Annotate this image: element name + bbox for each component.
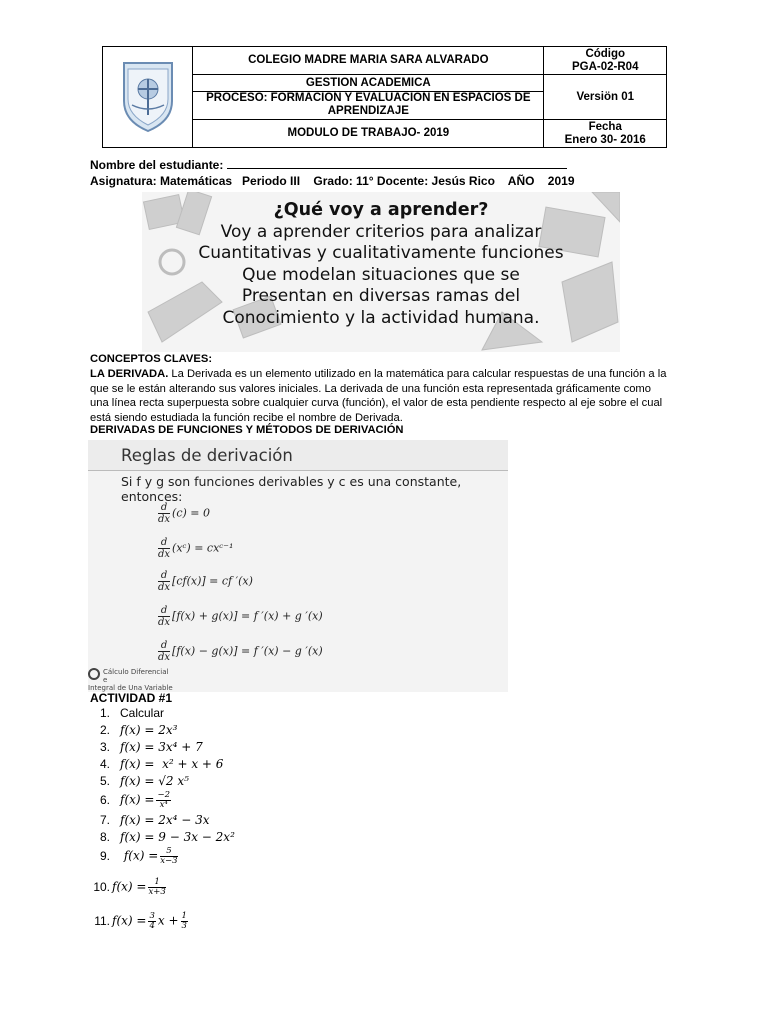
student-name-field[interactable] <box>227 158 567 169</box>
activity-item: 6. f(x) = $\frac{-2}{\text{x⁴}}$ <box>99 790 170 810</box>
publisher-logo-icon <box>88 668 100 680</box>
rule-constant <box>158 502 210 525</box>
activity-item: 4. f(x) = x² + x + 6 <box>99 757 224 771</box>
fraction: $\frac{1}{3}$ <box>181 911 187 931</box>
derivative-term: LA DERIVADA. <box>90 368 169 380</box>
d-dx-fraction: $\frac{d}{dx}$ <box>158 537 171 560</box>
banner-question: ¿Qué voy a aprender? <box>273 200 489 220</box>
process-text: PROCESO: FORMACION Y EVALUACION EN ESPACIOS DE APRENDIZAJE <box>206 91 531 117</box>
rule-power <box>158 537 233 560</box>
d-dx-fraction: $\frac{d}{dx}$ <box>158 502 171 525</box>
d-dx-fraction: $\frac{d}{dx}$ <box>158 570 171 593</box>
rule-text: (xᶜ) = cxᶜ⁻¹ <box>172 541 234 555</box>
publisher-brand <box>88 668 173 692</box>
publisher-line: Cálculo Diferencial e <box>103 668 169 684</box>
concepts-heading: CONCEPTOS CLAVES: <box>90 353 213 365</box>
student-name-label: Nombre del estudiante: <box>90 158 224 172</box>
school-logo-cell <box>103 47 193 148</box>
d-dx-fraction: $\frac{d}{dx}$ <box>158 640 171 663</box>
rule-constant-multiple <box>158 570 253 593</box>
learning-banner <box>142 192 620 352</box>
derivative-definition <box>90 367 668 425</box>
activity-item: 11. f(x) = $\frac{3}{4}$ x + $\frac{1}{3}$ <box>94 911 187 931</box>
derivative-text: La Derivada es un elemento utilizado en la matemática para calcular respuestas de una función a la que se le están alterando sus valores iniciales. La derivada de una función esta representada gráficamente como una línea recta superpuesta sobre cualquier curva (función), el valor de esta pendiente respecto al eje sobre el cual está siendo estudiada la función recibe el nombre de Derivada. <box>90 368 667 424</box>
derivation-rules-box <box>88 440 508 692</box>
gestion-text: GESTION ACADEMICA <box>193 77 543 92</box>
date-label: Fecha <box>588 120 622 133</box>
activity-heading: ACTIVIDAD #1 <box>90 691 173 705</box>
activity-item: 1. Calcular <box>99 706 165 720</box>
rule-sum <box>158 605 323 628</box>
rule-text: [f(x) + g(x)] = f ′(x) + g ′(x) <box>172 609 323 623</box>
banner-line: Cuantitativas y cualitativamente funciones <box>198 243 564 263</box>
fraction: $\frac{1}{x+3}$ <box>148 877 166 897</box>
activity-item: 8. f(x) = 9 − 3x − 2x² <box>99 830 235 844</box>
date-cell <box>544 120 667 148</box>
rule-text: (c) = 0 <box>172 506 210 520</box>
rule-text: [cf(x)] = cf ′(x) <box>172 574 253 588</box>
code-cell <box>544 47 667 75</box>
banner-line: Conocimiento y la actividad humana. <box>222 307 540 328</box>
code-label: Código <box>585 47 626 60</box>
date-value: Enero 30- 2016 <box>564 133 646 146</box>
publisher-line: Integral de Una Variable <box>88 684 173 692</box>
rule-difference <box>158 640 323 663</box>
activity-item: 10. f(x) = $\frac{1}{x+3}$ <box>93 877 166 897</box>
rule-text: [f(x) − g(x)] = f ′(x) − g ′(x) <box>172 644 323 658</box>
header-table <box>102 46 667 148</box>
activity-item: 3. f(x) = 3x⁴ + 7 <box>99 740 203 754</box>
school-name: COLEGIO MADRE MARIA SARA ALVARADO <box>193 47 544 75</box>
fraction: $\frac{-2}{\text{x⁴}}$ <box>157 790 170 810</box>
version-text: Versiön 01 <box>544 75 667 120</box>
module-text: MODULO DE TRABAJO- 2019 <box>193 120 544 148</box>
fraction: $\frac{5}{x-3}$ <box>160 846 178 866</box>
derivatives-section-heading: DERIVADAS DE FUNCIONES Y MÉTODOS DE DERIVACIÓN <box>90 424 404 436</box>
banner-line: Voy a aprender criterios para analizar <box>220 221 542 242</box>
d-dx-fraction: $\frac{d}{dx}$ <box>158 605 171 628</box>
rules-intro: Si f y g son funciones derivables y c es una constante, entonces: <box>121 474 462 504</box>
activity-item: 5. f(x) = √2 x⁵ <box>99 774 189 788</box>
fraction: $\frac{3}{4}$ <box>149 911 155 931</box>
banner-line: Presentan en diversas ramas del <box>241 286 521 306</box>
banner-line: Que modelan situaciones que se <box>242 264 520 285</box>
activity-item: 9. f(x) = $\frac{5}{x-3}$ <box>99 846 178 866</box>
banner-text <box>142 200 620 329</box>
rules-title: Reglas de derivación <box>121 446 293 465</box>
activity-item: 7. f(x) = 2x⁴ − 3x <box>99 813 210 827</box>
activity-item: 2. f(x) = 2x³ <box>99 723 178 737</box>
subject-info-line: Asignatura: Matemáticas Periodo III Grado: 11° Docente: Jesús Rico AÑO 2019 <box>90 174 575 188</box>
school-crest-icon <box>118 55 178 135</box>
code-value: PGA-02-R04 <box>572 60 639 73</box>
process-cell <box>193 75 544 120</box>
student-name-line <box>90 158 567 172</box>
